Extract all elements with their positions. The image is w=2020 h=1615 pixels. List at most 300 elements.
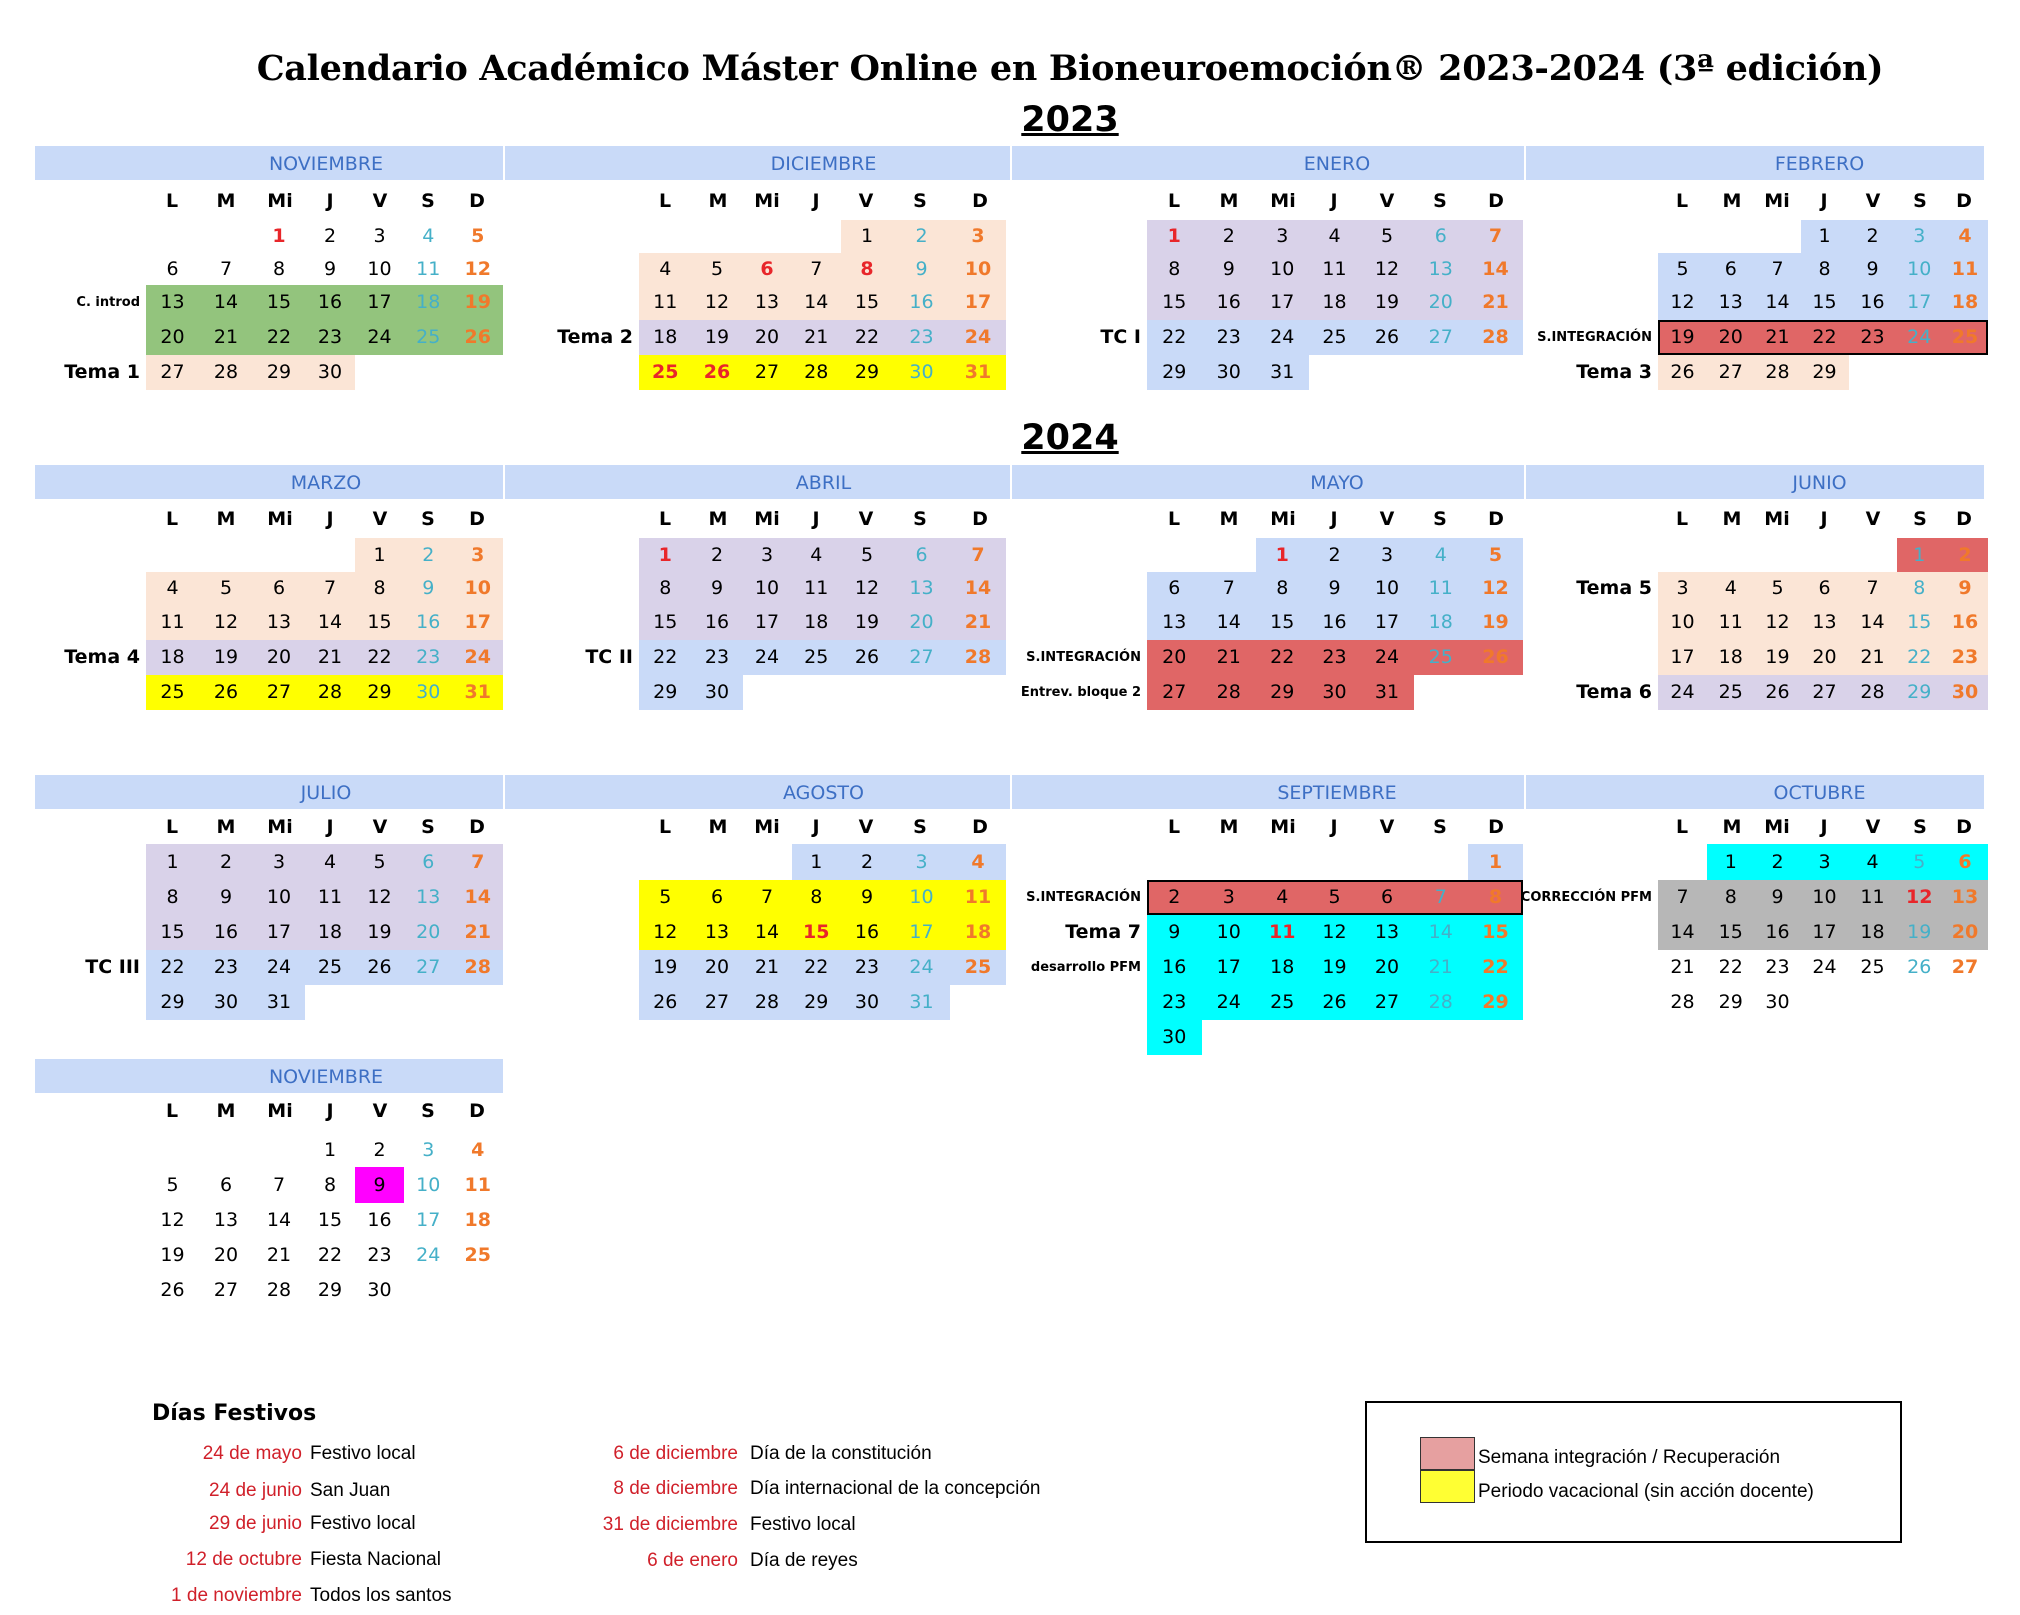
day-cell: 6 — [743, 253, 792, 285]
day-cell: 25 — [792, 640, 842, 675]
day-cell: 30 — [841, 985, 893, 1020]
day-cell: 15 — [792, 915, 842, 950]
day-cell: 24 — [893, 950, 950, 985]
day-cell: 20 — [146, 320, 199, 355]
weekday-header: D — [972, 190, 988, 212]
day-cell: 21 — [743, 950, 792, 985]
day-cell: 29 — [146, 985, 199, 1020]
weekday-header: S — [1913, 508, 1927, 530]
month-name-oct24: OCTUBRE — [1773, 782, 1866, 804]
weekday-header: V — [1865, 816, 1881, 838]
day-cell: 5 — [1897, 844, 1943, 880]
day-cell: 19 — [453, 285, 504, 320]
day-cell: 4 — [1942, 220, 1988, 253]
weekday-header: L — [1675, 190, 1689, 212]
day-cell: 4 — [1849, 844, 1897, 880]
day-cell: 27 — [1361, 985, 1414, 1020]
day-cell: 8 — [639, 572, 692, 605]
weekday-header: D — [1488, 508, 1504, 530]
weekday-header: D — [972, 816, 988, 838]
day-cell: 4 — [639, 253, 692, 285]
holiday-date: 1 de noviembre — [171, 1585, 302, 1606]
holiday-date: 8 de diciembre — [613, 1478, 738, 1499]
weekday-header: Mi — [1270, 816, 1296, 838]
day-cell: 1 — [146, 844, 199, 880]
day-cell: 6 — [1942, 844, 1988, 880]
day-cell: 27 — [213, 1279, 239, 1301]
day-cell: 16 — [841, 915, 893, 950]
day-cell: 12 — [1309, 915, 1361, 950]
day-cell: 20 — [213, 1244, 239, 1266]
weekday-header: M — [216, 508, 236, 530]
weekday-header: J — [812, 190, 820, 212]
day-cell: 30 — [1147, 1020, 1202, 1055]
day-cell: 4 — [792, 538, 842, 572]
day-cell: 7 — [1414, 880, 1469, 915]
day-cell: 27 — [1951, 956, 1979, 978]
day-cell: 29 — [1468, 985, 1523, 1020]
weekday-header: L — [658, 190, 672, 212]
day-cell: 11 — [146, 605, 199, 640]
holiday-name: Día de la constitución — [750, 1443, 932, 1464]
day-cell: 1 — [355, 538, 404, 572]
day-cell: 20 — [1801, 640, 1849, 675]
day-cell: 1 — [1707, 844, 1755, 880]
weekday-header: S — [1913, 816, 1927, 838]
day-cell: 6 — [1147, 572, 1202, 605]
day-cell: 14 — [1755, 285, 1801, 320]
day-cell: 13 — [1414, 253, 1469, 285]
day-cell: 28 — [1202, 675, 1257, 710]
weekday-header: M — [1722, 190, 1742, 212]
row-label: Tema 6 — [1576, 681, 1652, 703]
day-cell: 22 — [146, 950, 199, 985]
day-cell: 18 — [792, 605, 842, 640]
day-cell: 24 — [1361, 640, 1414, 675]
month-name-abr24: ABRIL — [795, 472, 852, 494]
day-cell: 8 — [841, 253, 893, 285]
day-cell: 22 — [253, 320, 305, 355]
weekday-header: D — [1956, 816, 1972, 838]
day-cell: 17 — [1801, 915, 1849, 950]
weekday-header: M — [1722, 816, 1742, 838]
day-cell: 6 — [1801, 572, 1849, 605]
weekday-header: Mi — [267, 816, 293, 838]
day-cell: 19 — [1897, 915, 1943, 950]
day-cell: 24 — [1812, 956, 1837, 978]
day-cell: 15 — [1256, 605, 1309, 640]
day-cell: 11 — [464, 1174, 491, 1196]
day-cell: 16 — [1202, 285, 1257, 320]
day-cell: 28 — [199, 355, 253, 390]
day-cell: 13 — [1801, 605, 1849, 640]
day-cell: 25 — [1256, 985, 1309, 1020]
row-label: TC I — [1100, 326, 1141, 348]
holiday-name: Día de reyes — [750, 1550, 858, 1571]
weekday-header: V — [858, 190, 874, 212]
day-cell: 27 — [1414, 320, 1469, 355]
weekday-header: Mi — [1270, 190, 1296, 212]
weekday-header: M — [1219, 190, 1239, 212]
day-cell: 22 — [792, 950, 842, 985]
day-cell: 10 — [453, 572, 504, 605]
weekday-header: J — [1330, 816, 1338, 838]
day-cell: 10 — [1202, 915, 1257, 950]
day-cell: 4 — [1309, 220, 1361, 253]
day-cell: 16 — [1147, 950, 1202, 985]
weekday-header: M — [1722, 508, 1742, 530]
legend-label-vacaciones: Periodo vacacional (sin acción docente) — [1478, 1481, 1814, 1502]
day-cell: 31 — [253, 985, 305, 1020]
day-cell: 4 — [422, 225, 435, 247]
day-cell: 28 — [743, 985, 792, 1020]
day-cell: 16 — [1942, 605, 1988, 640]
day-cell: 16 — [367, 1209, 392, 1231]
weekday-header: D — [1956, 190, 1972, 212]
month-name-jul24: JULIO — [300, 782, 352, 804]
day-cell: 14 — [1202, 605, 1257, 640]
weekday-header: J — [1330, 190, 1338, 212]
day-cell: 9 — [692, 572, 743, 605]
day-cell: 30 — [1202, 355, 1257, 390]
day-cell: 7 — [1755, 253, 1801, 285]
day-cell: 11 — [1707, 605, 1755, 640]
day-cell: 1 — [639, 538, 692, 572]
day-cell: 27 — [1707, 355, 1755, 390]
day-cell: 21 — [305, 640, 355, 675]
day-cell: 17 — [1202, 950, 1257, 985]
weekday-header: M — [708, 816, 728, 838]
month-name-ene24: ENERO — [1303, 153, 1371, 175]
day-cell: 16 — [199, 915, 253, 950]
year-2023-heading: 2023 — [1021, 100, 1119, 140]
day-cell: 1 — [1468, 844, 1523, 880]
day-cell: 21 — [199, 320, 253, 355]
day-cell: 24 — [253, 950, 305, 985]
day-cell: 3 — [950, 220, 1006, 253]
day-cell: 19 — [1309, 950, 1361, 985]
day-cell: 22 — [1256, 640, 1309, 675]
day-cell: 27 — [253, 675, 305, 710]
day-cell: 29 — [792, 985, 842, 1020]
holiday-name: Fiesta Nacional — [310, 1549, 441, 1570]
day-cell: 17 — [1256, 285, 1309, 320]
day-cell: 17 — [1897, 285, 1943, 320]
holiday-name: Festivo local — [310, 1443, 416, 1464]
day-cell: 8 — [1801, 253, 1849, 285]
day-cell: 16 — [305, 285, 355, 320]
day-cell: 30 — [367, 1279, 392, 1301]
legend-label-integracion: Semana integración / Recuperación — [1478, 1447, 1781, 1468]
day-cell: 24 — [1256, 320, 1309, 355]
day-cell: 5 — [639, 880, 692, 915]
day-cell: 2 — [199, 844, 253, 880]
day-cell: 2 — [1202, 220, 1257, 253]
day-cell: 18 — [1707, 640, 1755, 675]
weekday-header: S — [913, 190, 927, 212]
day-cell: 15 — [841, 285, 893, 320]
day-cell: 26 — [355, 950, 404, 985]
day-cell: 9 — [355, 1167, 404, 1203]
day-cell: 5 — [841, 538, 893, 572]
row-label: S.INTEGRACIÓN — [1026, 890, 1141, 905]
day-cell: 11 — [950, 880, 1006, 915]
day-cell: 13 — [1707, 285, 1755, 320]
row-label: TC II — [585, 646, 633, 668]
day-cell: 16 — [404, 605, 453, 640]
day-cell: 15 — [639, 605, 692, 640]
day-cell: 4 — [305, 844, 355, 880]
day-cell: 9 — [404, 572, 453, 605]
day-cell: 29 — [841, 355, 893, 390]
day-cell: 26 — [1658, 355, 1707, 390]
day-cell: 3 — [893, 844, 950, 880]
day-cell: 23 — [1202, 320, 1257, 355]
weekday-header: Mi — [267, 190, 293, 212]
day-cell: 14 — [1849, 605, 1897, 640]
weekday-header: J — [812, 816, 820, 838]
weekday-header: M — [1219, 508, 1239, 530]
day-cell: 11 — [305, 880, 355, 915]
day-cell: 25 — [464, 1244, 491, 1266]
month-name-jun24: JUNIO — [1792, 472, 1847, 494]
day-cell: 31 — [1256, 355, 1309, 390]
day-cell: 13 — [146, 285, 199, 320]
day-cell: 2 — [692, 538, 743, 572]
weekday-header: S — [421, 816, 435, 838]
weekday-header: L — [1675, 508, 1689, 530]
weekday-header: L — [1675, 816, 1689, 838]
day-cell: 12 — [639, 915, 692, 950]
day-cell: 21 — [792, 320, 842, 355]
day-cell: 28 — [1414, 985, 1469, 1020]
day-cell: 7 — [219, 258, 233, 280]
day-cell: 26 — [639, 985, 692, 1020]
day-cell: 16 — [692, 605, 743, 640]
weekday-header: Mi — [754, 508, 780, 530]
day-cell: 19 — [1361, 285, 1414, 320]
day-cell: 9 — [1755, 880, 1801, 915]
day-cell: 28 — [305, 675, 355, 710]
day-cell: 10 — [416, 1174, 441, 1196]
day-cell: 9 — [1942, 572, 1988, 605]
day-cell: 13 — [692, 915, 743, 950]
day-cell: 19 — [160, 1244, 185, 1266]
day-cell: 15 — [1897, 605, 1943, 640]
day-cell: 24 — [743, 640, 792, 675]
day-cell: 29 — [1897, 675, 1943, 710]
day-cell: 7 — [453, 844, 504, 880]
day-cell: 29 — [317, 1279, 343, 1301]
holiday-date: 31 de diciembre — [602, 1514, 738, 1535]
row-label: S.INTEGRACIÓN — [1537, 330, 1652, 345]
weekday-header: L — [165, 508, 179, 530]
day-cell: 1 — [1256, 538, 1309, 572]
day-cell: 22 — [1897, 640, 1943, 675]
day-cell: 2 — [1309, 538, 1361, 572]
day-cell: 13 — [253, 605, 305, 640]
day-cell: 1 — [1801, 220, 1849, 253]
day-cell: 13 — [1147, 605, 1202, 640]
day-cell: 18 — [404, 285, 453, 320]
day-cell: 26 — [453, 320, 504, 355]
day-cell: 5 — [692, 253, 743, 285]
day-cell: 29 — [639, 675, 692, 710]
day-cell: 20 — [1147, 640, 1202, 675]
day-cell: 28 — [266, 1279, 292, 1301]
day-cell: 6 — [1707, 253, 1755, 285]
day-cell: 3 — [453, 538, 504, 572]
row-label: Tema 5 — [1576, 577, 1652, 599]
day-cell: 8 — [1468, 880, 1523, 915]
weekday-header: D — [1956, 508, 1972, 530]
day-cell: 11 — [639, 285, 692, 320]
day-cell: 5 — [1755, 572, 1801, 605]
day-cell: 30 — [199, 985, 253, 1020]
day-cell: 12 — [160, 1209, 185, 1231]
weekday-header: Mi — [754, 190, 780, 212]
day-cell: 25 — [1309, 320, 1361, 355]
row-label: C. introd — [76, 295, 140, 310]
weekday-header: J — [326, 1100, 334, 1122]
day-cell: 8 — [1147, 253, 1202, 285]
day-cell: 15 — [1147, 285, 1202, 320]
day-cell: 9 — [893, 253, 950, 285]
day-cell: 11 — [1256, 915, 1309, 950]
day-cell: 3 — [1256, 220, 1309, 253]
day-cell: 7 — [305, 572, 355, 605]
day-cell: 6 — [166, 258, 179, 280]
day-cell: 15 — [253, 285, 305, 320]
day-cell: 21 — [453, 915, 504, 950]
day-cell: 22 — [841, 320, 893, 355]
day-cell: 12 — [464, 258, 491, 280]
day-cell: 18 — [146, 640, 199, 675]
page-title: Calendario Académico Máster Online en Bioneuroemoción® 2023-2024 (3ª edición) — [256, 48, 1884, 89]
day-cell: 5 — [166, 1174, 179, 1196]
day-cell: 25 — [1707, 675, 1755, 710]
day-cell: 12 — [199, 605, 253, 640]
day-cell: 10 — [1658, 605, 1707, 640]
day-cell: 3 — [1897, 220, 1943, 253]
weekday-header: S — [913, 816, 927, 838]
holiday-name: Día internacional de la concepción — [750, 1478, 1041, 1499]
weekday-header: D — [469, 1100, 485, 1122]
day-cell: 7 — [1658, 880, 1707, 915]
weekday-header: V — [1379, 508, 1395, 530]
day-cell: 22 — [317, 1244, 343, 1266]
day-cell: 9 — [323, 258, 337, 280]
weekday-header: L — [1167, 508, 1181, 530]
day-cell: 13 — [893, 572, 950, 605]
day-cell: 21 — [1849, 640, 1897, 675]
day-cell: 3 — [1361, 538, 1414, 572]
day-cell: 30 — [1765, 991, 1790, 1013]
day-cell: 18 — [305, 915, 355, 950]
day-cell: 19 — [1755, 640, 1801, 675]
day-cell: 15 — [146, 915, 199, 950]
day-cell: 27 — [743, 355, 792, 390]
row-label: desarrollo PFM — [1030, 960, 1141, 975]
day-cell: 26 — [1468, 640, 1523, 675]
day-cell: 14 — [1468, 253, 1523, 285]
holiday-name: Festivo local — [310, 1513, 416, 1534]
day-cell: 1 — [841, 220, 893, 253]
holiday-date: 29 de junio — [209, 1513, 302, 1534]
day-cell: 31 — [893, 985, 950, 1020]
day-cell: 22 — [355, 640, 404, 675]
day-cell: 19 — [1658, 320, 1707, 355]
weekday-header: J — [326, 508, 334, 530]
day-cell: 3 — [373, 225, 386, 247]
day-cell: 18 — [1414, 605, 1469, 640]
day-cell: 2 — [404, 538, 453, 572]
day-cell: 17 — [1361, 605, 1414, 640]
day-cell: 5 — [471, 225, 485, 247]
weekday-header: V — [372, 190, 388, 212]
day-cell: 23 — [1849, 320, 1897, 355]
day-cell: 29 — [355, 675, 404, 710]
day-cell: 26 — [1755, 675, 1801, 710]
day-cell: 7 — [1202, 572, 1257, 605]
holiday-name: Todos los santos — [310, 1585, 452, 1606]
day-cell: 8 — [323, 1174, 337, 1196]
day-cell: 8 — [272, 258, 286, 280]
day-cell: 5 — [1468, 538, 1523, 572]
month-name-may24: MAYO — [1310, 472, 1364, 494]
day-cell: 17 — [1658, 640, 1707, 675]
day-cell: 15 — [317, 1209, 343, 1231]
day-cell: 20 — [1707, 320, 1755, 355]
legend-swatch-integracion — [1420, 1437, 1475, 1470]
day-cell: 21 — [1755, 320, 1801, 355]
day-cell: 7 — [272, 1174, 286, 1196]
holiday-date: 24 de mayo — [202, 1443, 302, 1464]
day-cell: 9 — [1202, 253, 1257, 285]
day-cell: 10 — [1897, 253, 1943, 285]
day-cell: 21 — [1414, 950, 1469, 985]
day-cell: 24 — [1658, 675, 1707, 710]
day-cell: 14 — [1658, 915, 1707, 950]
weekday-header: S — [421, 190, 435, 212]
day-cell: 18 — [1942, 285, 1988, 320]
day-cell: 14 — [199, 285, 253, 320]
holiday-name: Festivo local — [750, 1514, 856, 1535]
day-cell: 12 — [355, 880, 404, 915]
weekday-header: Mi — [1270, 508, 1296, 530]
weekday-header: S — [1433, 190, 1447, 212]
day-cell: 26 — [1907, 956, 1932, 978]
day-cell: 12 — [1361, 253, 1414, 285]
weekday-header: J — [1820, 816, 1828, 838]
weekday-header: L — [1167, 816, 1181, 838]
day-cell: 14 — [950, 572, 1006, 605]
day-cell: 23 — [893, 320, 950, 355]
day-cell: 29 — [1147, 355, 1202, 390]
day-cell: 19 — [639, 950, 692, 985]
day-cell: 17 — [743, 605, 792, 640]
day-cell: 2 — [893, 220, 950, 253]
day-cell: 13 — [743, 285, 792, 320]
day-cell: 15 — [355, 605, 404, 640]
day-cell: 22 — [639, 640, 692, 675]
day-cell: 20 — [893, 605, 950, 640]
day-cell: 3 — [743, 538, 792, 572]
day-cell: 8 — [355, 572, 404, 605]
day-cell: 18 — [639, 320, 692, 355]
day-cell: 9 — [199, 880, 253, 915]
day-cell: 25 — [305, 950, 355, 985]
